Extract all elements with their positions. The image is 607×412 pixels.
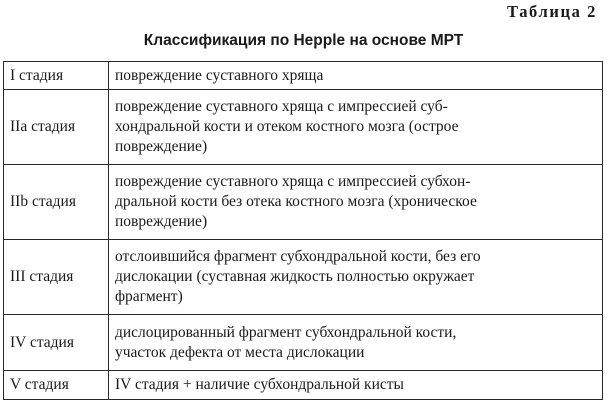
- table-title: Классификация по Hepple на основе МРТ: [143, 32, 464, 49]
- stage-cell: III стадия: [4, 240, 109, 315]
- description-cell: IV стадия + наличие субхондральной кисты: [109, 371, 603, 400]
- stage-cell: IIa стадия: [4, 90, 109, 165]
- table-row: [4, 315, 603, 371]
- description-cell: повреждение суставного хряща: [109, 62, 603, 90]
- description-cell: отслоившийся фрагмент субхондральной кости, без его дислокации (суставная жидкость полностью окружает фрагмент): [109, 240, 603, 315]
- table-number-label: Таблица 2: [507, 2, 597, 21]
- table-row: [4, 240, 603, 315]
- stage-cell: IV стадия: [4, 315, 109, 371]
- table-row: [4, 62, 603, 90]
- table-row: [4, 165, 603, 240]
- description-cell: повреждение суставного хряща с импрессией суб- хондральной кости и отеком костного мозга (острое повреждение): [109, 90, 603, 165]
- description-cell: повреждение суставного хряща с импрессией субхон- дральной кости без отека костного мозга (хроническое повреждение): [109, 165, 603, 240]
- table-row: [4, 90, 603, 165]
- table-row: [4, 371, 603, 400]
- stage-cell: I стадия: [4, 62, 109, 90]
- classification-table: [3, 61, 603, 400]
- description-cell: дислоцированный фрагмент субхондральной кости, участок дефекта от места дислокации: [109, 315, 603, 371]
- stage-cell: V стадия: [4, 371, 109, 400]
- stage-cell: IIb стадия: [4, 165, 109, 240]
